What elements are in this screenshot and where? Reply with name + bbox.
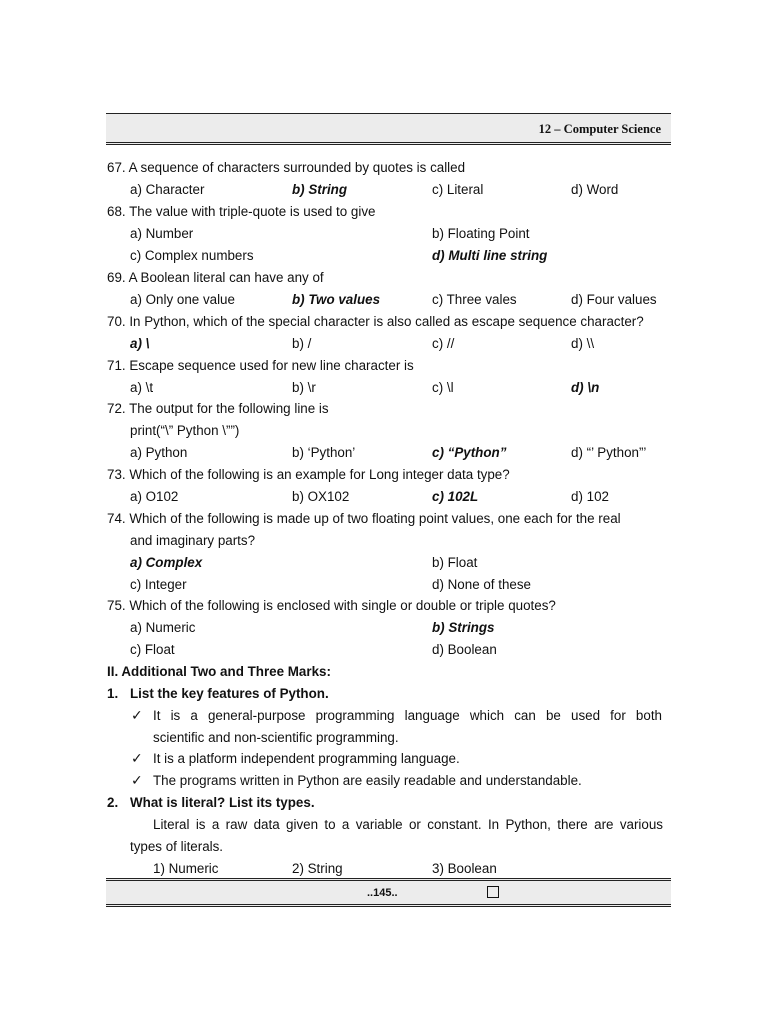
q73-option-b: b) OX102 [292, 489, 350, 504]
q72-option-a: a) Python [130, 445, 188, 460]
q74-option-c: c) Integer [130, 577, 187, 592]
q68-option-c: c) Complex numbers [130, 248, 254, 263]
question-69: 69. A Boolean literal can have any of [107, 270, 324, 285]
page-header [106, 113, 671, 145]
q75-option-a: a) Numeric [130, 620, 196, 635]
question-68: 68. The value with triple-quote is used to give [107, 204, 376, 219]
q75-option-b-answer: b) Strings [432, 620, 495, 635]
q69-option-d: d) Four values [571, 292, 657, 307]
s2-type-3: 3) Boolean [432, 861, 497, 876]
s2-paragraph-2: types of literals. [130, 839, 224, 854]
q73-option-a: a) O102 [130, 489, 179, 504]
q67-option-d: d) Word [571, 182, 619, 197]
q74-option-a-answer: a) Complex [130, 555, 203, 570]
square-icon [487, 886, 499, 898]
q71-option-d-answer: d) \n [571, 380, 600, 395]
q68-option-b: b) Floating Point [432, 226, 530, 241]
s1-bullet-2: It is a platform independent programming language. [153, 751, 460, 766]
question-72-code: print(“\” Python \””) [130, 423, 240, 438]
checkmark-icon: ✓ [131, 772, 143, 788]
q74-option-d: d) None of these [432, 577, 532, 592]
s1-bullet-1-cont: scientific and non-scientific programming. [153, 730, 399, 745]
q68-option-a: a) Number [130, 226, 194, 241]
q72-option-c-answer: c) “Python” [432, 445, 507, 460]
q67-option-a: a) Character [130, 182, 205, 197]
section-heading: II. Additional Two and Three Marks: [107, 664, 331, 679]
q71-option-b: b) \r [292, 380, 316, 395]
q67-option-c: c) Literal [432, 182, 484, 197]
q75-option-c: c) Float [130, 642, 175, 657]
q73-option-d: d) 102 [571, 489, 609, 504]
question-74: 74. Which of the following is made up of two floating point values, one each for the real [107, 511, 621, 526]
s1-bullet-1: It is a general-purpose programming language which can be used for both [153, 708, 662, 723]
q70-option-c: c) // [432, 336, 455, 351]
s2-type-2: 2) String [292, 861, 343, 876]
question-75: 75. Which of the following is enclosed with single or double or triple quotes? [107, 598, 556, 613]
q69-option-a: a) Only one value [130, 292, 235, 307]
q70-option-a-answer: a) \ [130, 336, 150, 351]
question-74-cont: and imaginary parts? [130, 533, 256, 548]
q69-option-b-answer: b) Two values [292, 292, 381, 307]
q72-option-b: b) ‘Python’ [292, 445, 356, 460]
q70-option-d: d) \\ [571, 336, 595, 351]
q71-option-c: c) \l [432, 380, 454, 395]
question-73: 73. Which of the following is an example for Long integer data type? [107, 467, 510, 482]
question-71: 71. Escape sequence used for new line character is [107, 358, 414, 373]
s2-number: 2. [107, 795, 119, 810]
question-70: 70. In Python, which of the special character is also called as escape sequence character? [107, 314, 644, 329]
checkmark-icon: ✓ [131, 750, 143, 766]
q70-option-b: b) / [292, 336, 312, 351]
q69-option-c: c) Three vales [432, 292, 517, 307]
q67-option-b-answer: b) String [292, 182, 348, 197]
question-67: 67. A sequence of characters surrounded by quotes is called [107, 160, 466, 175]
s2-title: What is literal? List its types. [130, 795, 315, 810]
q72-option-d: d) “’ Python”’ [571, 445, 647, 460]
s1-title: List the key features of Python. [130, 686, 329, 701]
s1-bullet-3: The programs written in Python are easily readable and understandable. [153, 773, 582, 788]
checkmark-icon: ✓ [131, 707, 143, 723]
page-footer [106, 878, 671, 907]
q73-option-c-answer: c) 102L [432, 489, 479, 504]
page-number: ..145.. [367, 887, 398, 899]
question-72: 72. The output for the following line is [107, 401, 329, 416]
s2-type-1: 1) Numeric [153, 861, 219, 876]
q68-option-d-answer: d) Multi line string [432, 248, 548, 263]
q74-option-b: b) Float [432, 555, 478, 570]
s2-paragraph-1: Literal is a raw data given to a variable or constant. In Python, there are various [153, 817, 663, 832]
q75-option-d: d) Boolean [432, 642, 497, 657]
q71-option-a: a) \t [130, 380, 154, 395]
s1-number: 1. [107, 686, 119, 701]
header-title: 12 – Computer Science [538, 122, 661, 136]
